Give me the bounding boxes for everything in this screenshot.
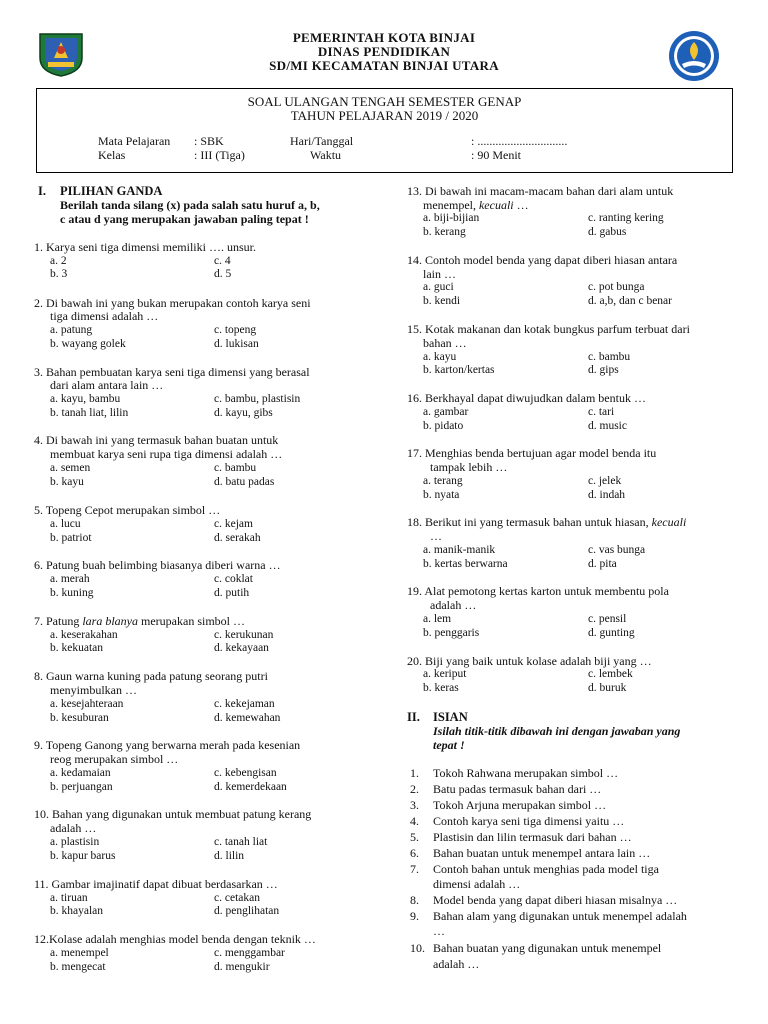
isian-number: 2. — [410, 782, 419, 796]
option-d: d. buruk — [588, 682, 627, 694]
question-text: 18. Berikut ini yang termasuk bahan untuk hiasan, kecuali — [407, 515, 687, 529]
class-value: : III (Tiga) — [194, 148, 245, 162]
question-text: 4. Di bawah ini yang termasuk bahan buatan untuk — [34, 433, 279, 447]
option-a: a. lem — [423, 613, 452, 625]
question-text: 10. Bahan yang digunakan untuk membuat patung kerang — [34, 807, 312, 821]
question-text: … — [430, 529, 442, 543]
option-c: c. cetakan — [214, 892, 260, 904]
isian-text: Tokoh Arjuna merupakan simbol … — [433, 798, 607, 812]
option-b: b. kendi — [423, 295, 461, 307]
isian-text: Plastisin dan lilin termasuk dari bahan … — [433, 830, 632, 844]
option-a: a. tiruan — [50, 892, 88, 904]
isian-text: Batu padas termasuk bahan dari … — [433, 782, 602, 796]
option-d: d. a,b, dan c benar — [588, 295, 672, 307]
option-d: d. gunting — [588, 627, 635, 639]
option-c: c. coklat — [214, 573, 253, 585]
option-c: c. vas bunga — [588, 544, 646, 556]
option-d: d. lukisan — [214, 338, 259, 350]
option-d: d. mengukir — [214, 961, 270, 973]
option-b: b. khayalan — [50, 905, 104, 917]
question-text: adalah … — [50, 821, 97, 835]
option-d: d. gips — [588, 364, 619, 376]
question-text: membuat karya seni rupa tiga dimensi adalah … — [50, 447, 283, 461]
section1-instruction: Berilah tanda silang (x) pada salah satu huruf a, b, — [60, 198, 320, 212]
option-c: c. kejam — [214, 518, 253, 530]
question-text: lain … — [423, 267, 456, 281]
question-text: reog merupakan simbol … — [50, 752, 179, 766]
question-text: 7. Patung lara blanya merupakan simbol … — [34, 614, 245, 628]
option-c: c. jelek — [588, 475, 622, 487]
option-a: a. biji-bijian — [423, 212, 480, 224]
option-d: d. kemerdekaan — [214, 781, 287, 793]
option-b: b. kesuburan — [50, 712, 109, 724]
option-a: a. manik-manik — [423, 544, 496, 556]
isian-text: Bahan alam yang digunakan untuk menempel adalah — [433, 909, 687, 923]
subject-label: Mata Pelajaran — [98, 134, 171, 148]
option-d: d. serakah — [214, 532, 261, 544]
option-a: a. semen — [50, 462, 91, 474]
isian-number: 6. — [410, 846, 419, 860]
isian-text: Contoh karya seni tiga dimensi yaitu … — [433, 814, 625, 828]
question-text: tampak lebih … — [430, 460, 508, 474]
section2-instruction: Isilah titik-titik dibawah ini dengan jawaban yang — [433, 724, 681, 738]
option-d: d. batu padas — [214, 476, 275, 488]
option-b: b. pidato — [423, 420, 464, 432]
isian-number: 3. — [410, 798, 419, 812]
section2-heading: ISIAN — [433, 710, 468, 724]
question-text: 6. Patung buah belimbing biasanya diberi warna … — [34, 558, 281, 572]
option-a: a. keserakahan — [50, 629, 118, 641]
isian-text: Bahan buatan yang digunakan untuk menempel — [433, 941, 662, 955]
option-a: a. merah — [50, 573, 90, 585]
isian-text: adalah … — [433, 957, 480, 971]
option-b: b. penggaris — [423, 627, 480, 639]
option-b: b. kapur barus — [50, 850, 116, 862]
question-text: menempel, kecuali … — [423, 198, 529, 212]
option-a: a. kesejahteraan — [50, 698, 124, 710]
question-text: 20. Biji yang baik untuk kolase adalah biji yang … — [407, 654, 652, 668]
class-label: Kelas — [98, 148, 126, 162]
section1-heading: PILIHAN GANDA — [60, 184, 163, 198]
option-d: d. indah — [588, 489, 626, 501]
question-text: 16. Berkhayal dapat diwujudkan dalam bentuk … — [407, 391, 646, 405]
option-a: a. guci — [423, 281, 454, 293]
isian-number: 9. — [410, 909, 419, 923]
question-text: 19. Alat pemotong kertas karton untuk membentu pola — [407, 584, 669, 598]
question-text: 13. Di bawah ini macam-macam bahan dari alam untuk — [407, 184, 674, 198]
tut-wuri-handayani-logo — [668, 30, 720, 82]
question-text: 1. Karya seni tiga dimensi memiliki …. unsur. — [34, 240, 256, 254]
isian-number: 5. — [410, 830, 419, 844]
option-a: a. menempel — [50, 947, 109, 959]
isian-number: 4. — [410, 814, 419, 828]
option-c: c. pensil — [588, 613, 627, 625]
option-a: a. keriput — [423, 668, 467, 680]
option-b: b. tanah liat, lilin — [50, 407, 129, 419]
question-text: 2. Di bawah ini yang bukan merupakan contoh karya seni — [34, 296, 311, 310]
question-text: 12.Kolase adalah menghias model benda dengan teknik … — [34, 932, 316, 946]
isian-text: Tokoh Rahwana merupakan simbol … — [433, 766, 619, 780]
section2-number: II. — [407, 710, 420, 724]
option-b: b. karton/kertas — [423, 364, 495, 376]
question-text: 11. Gambar imajinatif dapat dibuat berdasarkan … — [34, 877, 278, 891]
option-b: b. kerang — [423, 226, 466, 238]
question-text: 9. Topeng Ganong yang berwarna merah pada kesenian — [34, 738, 301, 752]
option-c: c. 4 — [214, 255, 231, 267]
subject-value: : SBK — [194, 134, 224, 148]
option-b: b. kayu — [50, 476, 84, 488]
option-d: d. music — [588, 420, 627, 432]
option-c: c. topeng — [214, 324, 257, 336]
option-c: c. bambu, plastisin — [214, 393, 301, 405]
option-c: c. tanah liat — [214, 836, 268, 848]
option-a: a. patung — [50, 324, 93, 336]
isian-text: Contoh bahan untuk menghias pada model tiga — [433, 862, 659, 876]
question-text: 15. Kotak makanan dan kotak bungkus parfum terbuat dari — [407, 322, 690, 336]
question-text: dari alam antara lain … — [50, 378, 164, 392]
option-b: b. kekuatan — [50, 642, 104, 654]
question-text: 8. Gaun warna kuning pada patung seorang putri — [34, 669, 268, 683]
option-b: b. perjuangan — [50, 781, 113, 793]
isian-text: … — [433, 924, 445, 938]
option-a: a. kayu, bambu — [50, 393, 121, 405]
question-text: 17. Menghias benda bertujuan agar model benda itu — [407, 446, 657, 460]
exam-year: TAHUN PELAJARAN 2019 / 2020 — [290, 108, 479, 123]
option-b: b. keras — [423, 682, 459, 694]
option-c: c. ranting kering — [588, 212, 664, 224]
option-b: b. patriot — [50, 532, 92, 544]
option-c: c. bambu — [588, 351, 631, 363]
time-label: Waktu — [310, 148, 342, 162]
option-d: d. kemewahan — [214, 712, 281, 724]
exam-title: SOAL ULANGAN TENGAH SEMESTER GENAP — [247, 94, 522, 109]
option-c: c. tari — [588, 406, 615, 418]
isian-text: dimensi adalah … — [433, 877, 521, 891]
option-b: b. kuning — [50, 587, 94, 599]
option-d: d. kekayaan — [214, 642, 269, 654]
isian-number: 1. — [410, 766, 419, 780]
question-text: adalah … — [430, 598, 477, 612]
option-d: d. pita — [588, 558, 617, 570]
option-c: c. kebengisan — [214, 767, 277, 779]
isian-number: 7. — [410, 862, 419, 876]
option-a: a. plastisin — [50, 836, 100, 848]
option-c: c. kekejaman — [214, 698, 275, 710]
isian-text: Model benda yang dapat diberi hiasan misalnya … — [433, 893, 678, 907]
option-d: d. kayu, gibs — [214, 407, 273, 419]
isian-text: Bahan buatan untuk menempel antara lain … — [433, 846, 651, 860]
option-c: c. bambu — [214, 462, 257, 474]
question-text: menyimbulkan … — [50, 683, 137, 697]
question-text: 3. Bahan pembuatan karya seni tiga dimensi yang berasal — [34, 365, 310, 379]
option-a: a. 2 — [50, 255, 67, 267]
section1-number: I. — [38, 184, 46, 198]
option-d: d. 5 — [214, 268, 232, 280]
isian-number: 8. — [410, 893, 419, 907]
option-b: b. 3 — [50, 268, 68, 280]
option-a: a. lucu — [50, 518, 81, 530]
option-b: b. kertas berwarna — [423, 558, 508, 570]
section1-instruction: c atau d yang merupakan jawaban paling tepat ! — [60, 212, 309, 226]
isian-number: 10. — [410, 941, 425, 955]
option-d: d. lilin — [214, 850, 245, 862]
option-b: b. nyata — [423, 489, 460, 501]
option-a: a. terang — [423, 475, 463, 487]
header-department: DINAS PENDIDIKAN — [317, 44, 451, 59]
option-a: a. kedamaian — [50, 767, 111, 779]
question-text: 14. Contoh model benda yang dapat diberi hiasan antara — [407, 253, 678, 267]
question-text: bahan … — [423, 336, 467, 350]
option-a: a. gambar — [423, 406, 469, 418]
option-b: b. wayang golek — [50, 338, 126, 350]
question-text: tiga dimensi adalah … — [50, 309, 159, 323]
header-government: PEMERINTAH KOTA BINJAI — [292, 30, 476, 45]
header-school: SD/MI KECAMATAN BINJAI UTARA — [269, 58, 499, 73]
day-value: : .............................. — [471, 134, 568, 148]
option-d: d. penglihatan — [214, 905, 280, 917]
question-text: 5. Topeng Cepot merupakan simbol … — [34, 503, 221, 517]
section2-instruction: tepat ! — [433, 738, 465, 752]
option-d: d. gabus — [588, 226, 627, 238]
option-b: b. mengecat — [50, 961, 106, 973]
option-c: c. pot bunga — [588, 281, 645, 293]
day-label: Hari/Tanggal — [290, 134, 354, 148]
time-value: : 90 Menit — [471, 148, 521, 162]
option-c: c. menggambar — [214, 947, 285, 959]
option-c: c. lembek — [588, 668, 633, 680]
option-d: d. putih — [214, 587, 250, 599]
option-c: c. kerukunan — [214, 629, 274, 641]
option-a: a. kayu — [423, 351, 457, 363]
